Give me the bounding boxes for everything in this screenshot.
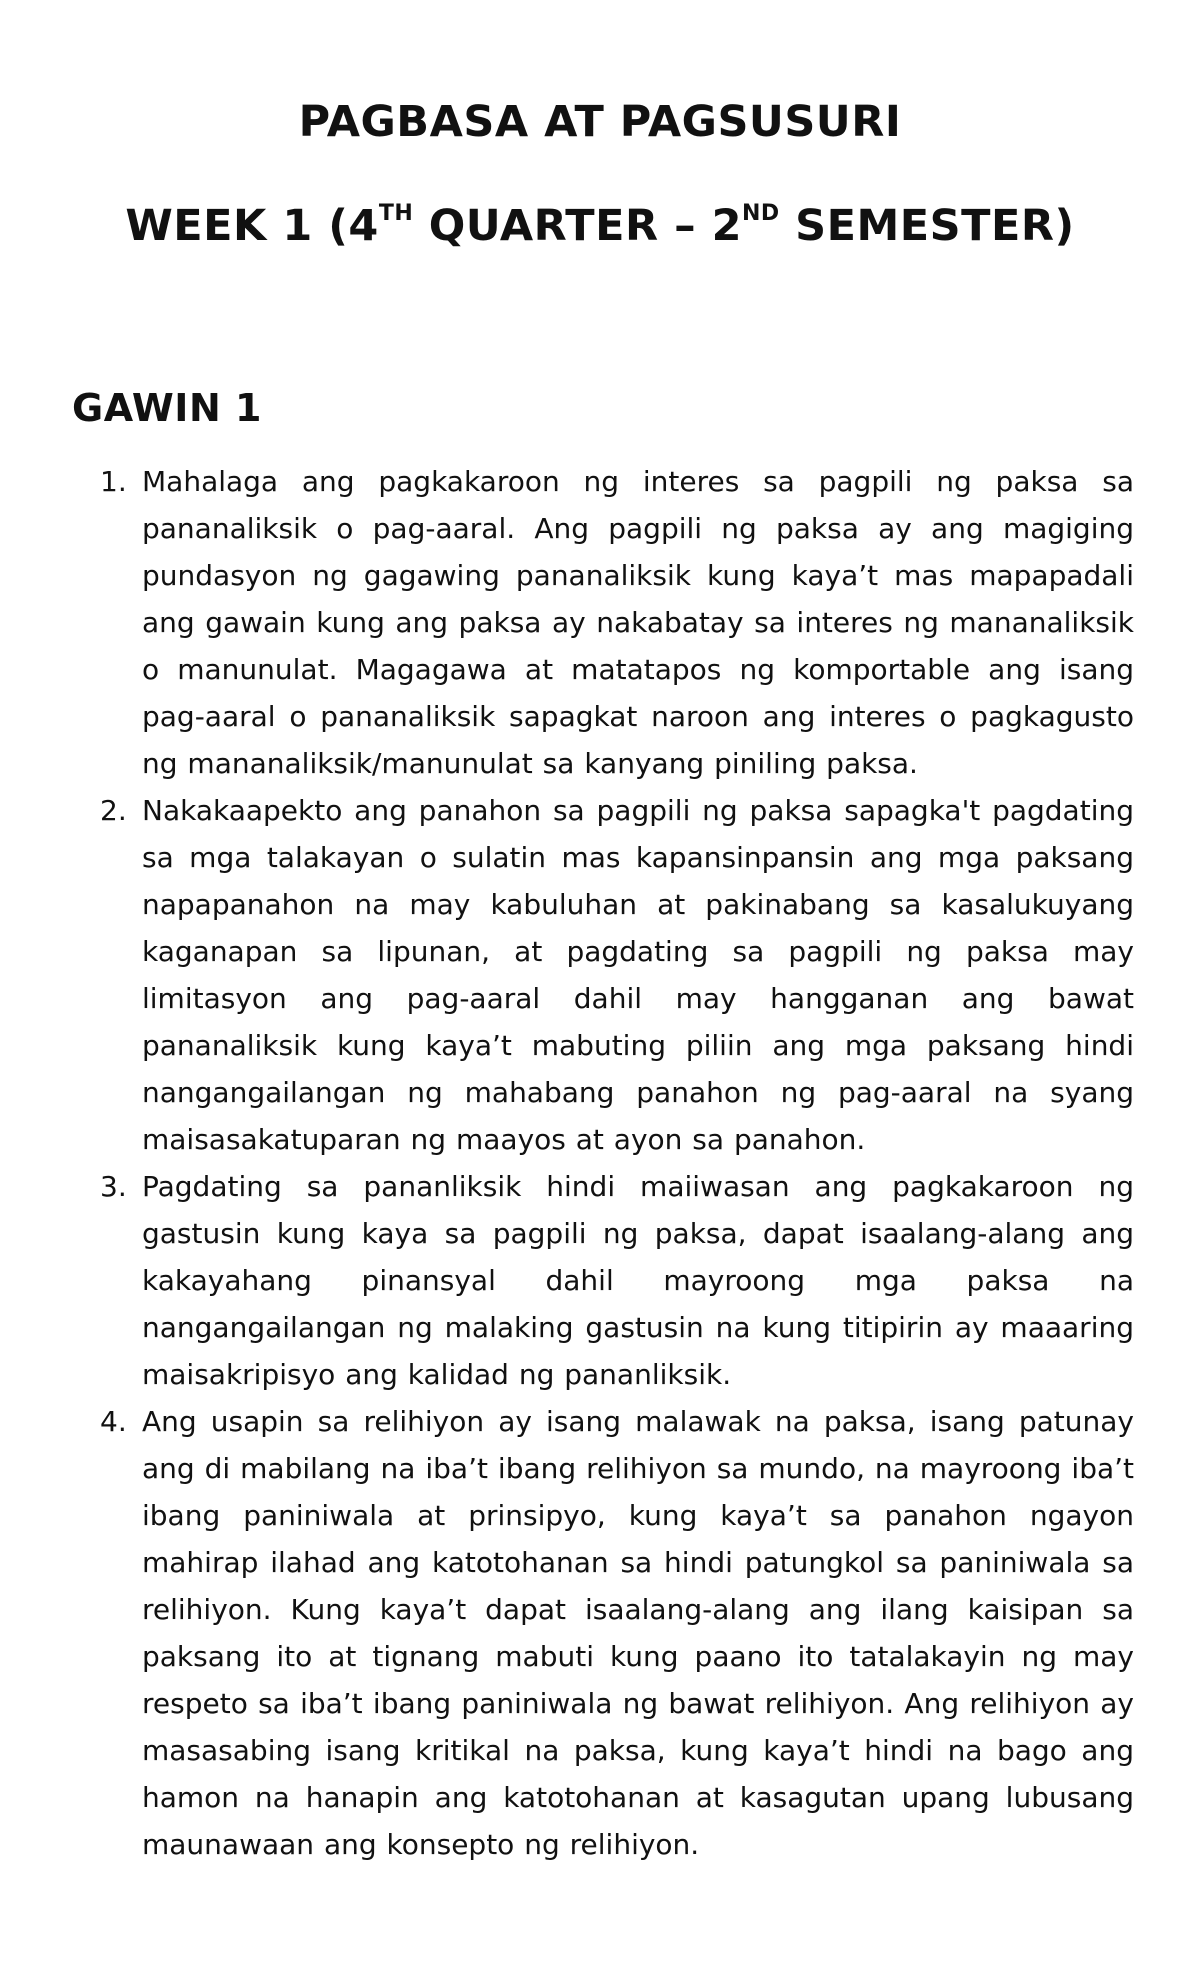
subtitle-part-3: SEMESTER) bbox=[779, 201, 1075, 251]
subtitle-part-2: QUARTER – 2 bbox=[413, 201, 742, 251]
subtitle-part-1: WEEK 1 (4 bbox=[125, 201, 379, 251]
title-block bbox=[0, 70, 1200, 278]
list-item bbox=[100, 787, 1134, 1163]
document-subtitle bbox=[0, 174, 1200, 278]
section-heading: GAWIN 1 bbox=[72, 386, 262, 430]
list-item-text: Ang usapin sa relihiyon ay isang malawak na paksa, isang patunay ang di mabilang na iba’t ibang relihiyon sa mundo, na mayroong iba’t ibang paniniwala at prinsipyo, kung kaya’t sa panahon ngayon mahirap ilahad ang katotohanan sa hindi patungkol sa paniniwala sa relihiyon. Kung kaya’t dapat isaalang-alang ang ilang kaisipan sa paksang ito at tignang mabuti kung paano ito tatalakayin ng may respeto sa iba’t ibang paniniwala ng bawat relihiyon. Ang relihiyon ay masasabing isang kritikal na paksa, kung kaya’t hindi na bago ang hamon na hanapin ang katotohanan at kasagutan upang lubusang maunawaan ang konsepto ng relihiyon. bbox=[142, 1405, 1134, 1861]
list-item-text: Pagdating sa pananliksik hindi maiiwasan ang pagkakaroon ng gastusin kung kaya sa pagpili ng paksa, dapat isaalang-alang ang kakayahang pinansyal dahil mayroong mga paksa na nangangailangan ng malaking gastusin na kung titipirin ay maaaring maisakripisyo ang kalidad ng pananliksik. bbox=[142, 1170, 1134, 1391]
document-title: PAGBASA AT PAGSUSURI bbox=[298, 97, 902, 147]
list-item-number: 3. bbox=[100, 1170, 127, 1203]
list-item-text: Nakakaapekto ang panahon sa pagpili ng paksa sapagka't pagdating sa mga talakayan o sulatin mas kapansinpansin ang mga paksang napapanahon na may kabuluhan at pakinabang sa kasalukuyang kaganapan sa lipunan, at pagdating sa pagpili ng paksa may limitasyon ang pag-aaral dahil may hangganan ang bawat pananaliksik kung kaya’t mabuting piliin ang mga paksang hindi nangangailangan ng mahabang panahon ng pag-aaral na syang maisasakatuparan ng maayos at ayon sa panahon. bbox=[142, 794, 1134, 1156]
list-item-number: 4. bbox=[100, 1405, 127, 1438]
list-item-number: 2. bbox=[100, 794, 127, 827]
list-item-text: Mahalaga ang pagkakaroon ng interes sa pagpili ng paksa sa pananaliksik o pag-aaral. Ang pagpili ng paksa ay ang magiging pundasyon ng gagawing pananaliksik kung kaya’t mas mapapadali ang gawain kung ang paksa ay nakabatay sa interes ng mananaliksik o manunulat. Magagawa at matatapos ng komportable ang isang pag-aaral o pananaliksik sapagkat naroon ang interes o pagkagusto ng mananaliksik/manunulat sa kanyang piniling paksa. bbox=[142, 465, 1134, 780]
list-item bbox=[100, 1398, 1134, 1868]
numbered-list bbox=[100, 458, 1134, 1868]
subtitle-superscript-2: ND bbox=[742, 201, 780, 226]
subtitle-superscript-1: TH bbox=[378, 201, 414, 226]
list-item-number: 1. bbox=[100, 465, 127, 498]
list-item bbox=[100, 458, 1134, 787]
list-item bbox=[100, 1163, 1134, 1398]
